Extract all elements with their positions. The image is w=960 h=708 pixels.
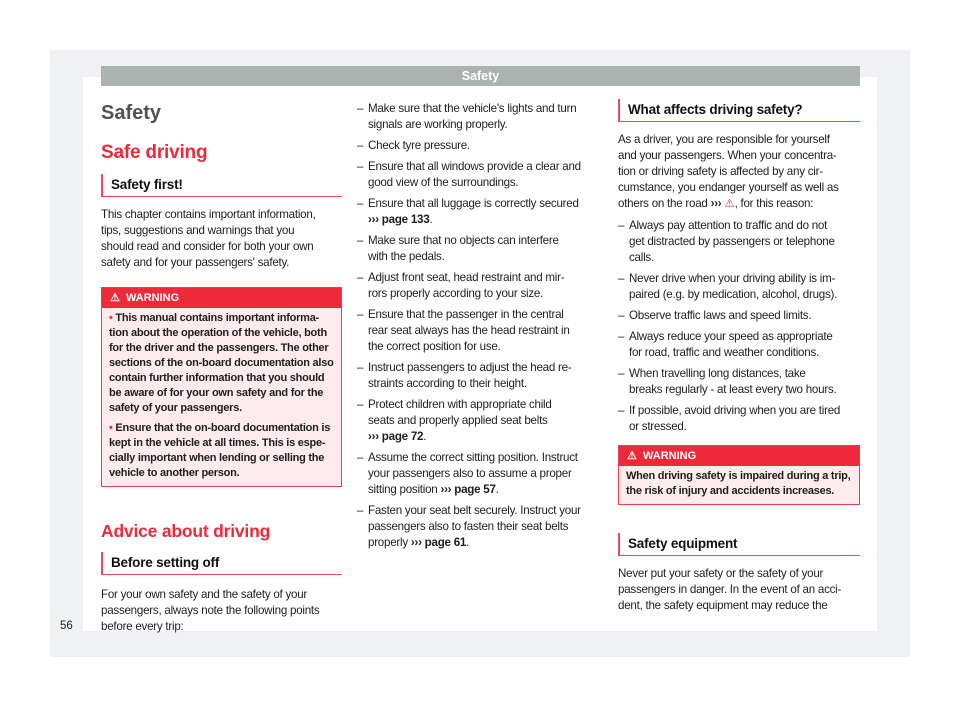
page-reference-link[interactable]: ››› page 72 [368, 430, 424, 443]
paragraph-text: As a driver, you are responsible for yourself and your passengers. When your concentra- tion or driving safety is affected by any cir- cumstance, you endanger yourself as well as others on the road [618, 133, 839, 210]
dash-bullet-icon: – [357, 139, 364, 152]
list-item-text: Make sure that no objects can interfere with the pedals. [368, 234, 559, 263]
list-item-text: Adjust front seat, head restraint and mir- rors properly according to your size. [368, 271, 565, 300]
list-item [618, 403, 860, 435]
warning-triangle-icon: ⚠ [627, 450, 637, 462]
paragraph-text: , for this reason: [734, 197, 814, 210]
list-item-text: . [429, 213, 433, 226]
list-item [357, 138, 599, 154]
warning-text: When driving safety is impaired during a trip, the risk of injury and accidents increases. [626, 470, 851, 497]
intro-paragraph: This chapter contains important information, tips, suggestions and warnings that you should read and consider for both your own safety and for your passengers' safety. [101, 208, 316, 269]
subsection-driving-safety: What affects driving safety? [618, 99, 860, 122]
list-item-text: When travelling long distances, take breaks regularly - at least every two hours. [629, 367, 837, 396]
warning-box [618, 445, 860, 505]
dash-bullet-icon: – [618, 309, 625, 322]
list-item-text: . [423, 430, 427, 443]
page-reference-link[interactable]: ››› page 57 [440, 483, 496, 496]
middle-column [357, 101, 599, 556]
subsection-safety-equipment: Safety equipment [618, 533, 860, 556]
warning-label: WARNING [643, 450, 697, 462]
warning-bullet-text: This manual contains important informa- tion about the operation of the vehicle, both for the driver and the passengers. The other sections of the on-board documentation also contain further information that you should be aware of for your own safety and for the safety of your passengers. [109, 312, 334, 414]
list-item [357, 360, 599, 392]
warning-triangle-icon: ⚠ [110, 292, 120, 304]
dash-bullet-icon: – [618, 404, 625, 417]
list-item-text: Ensure that all luggage is correctly secured [368, 197, 579, 210]
list-item [618, 366, 860, 398]
page-reference-link[interactable]: ››› page 133 [368, 213, 430, 226]
section-title-advice: Advice about driving [101, 521, 271, 541]
page-reference-link[interactable]: ››› page 61 [410, 536, 467, 549]
list-item-text: If possible, avoid driving when you are tired or stressed. [629, 404, 841, 433]
dash-bullet-icon: – [357, 451, 364, 464]
dash-bullet-icon: – [618, 219, 625, 232]
dash-bullet-icon: – [618, 272, 625, 285]
warning-body [102, 308, 341, 486]
running-header: Safety [101, 66, 860, 86]
list-item [357, 159, 599, 191]
list-item-text: Instruct passengers to adjust the head re- straints according to their height. [368, 361, 572, 390]
dash-bullet-icon: – [357, 234, 364, 247]
list-item-text: Ensure that all windows provide a clear and good view of the surroundings. [368, 160, 581, 189]
warning-label: WARNING [126, 292, 180, 304]
warning-bullet-text: Ensure that the on-board documentation is kept in the vehicle at all times. This is espe- cially important when lending or selling the vehicle to another person. [109, 422, 331, 479]
list-item-text: Check tyre pressure. [368, 139, 470, 152]
right-column [618, 99, 860, 614]
list-item [357, 270, 599, 302]
dash-bullet-icon: – [357, 197, 364, 210]
list-item [357, 307, 599, 355]
list-item [618, 271, 860, 303]
list-item [357, 397, 599, 445]
bullet-icon: • [109, 422, 113, 434]
page-number: 56 [60, 620, 73, 632]
list-item-text: Assume the correct sitting position. Instruct your passengers also to assume a proper sitting position [368, 451, 578, 496]
list-item-text: Ensure that the passenger in the central rear seat always has the head restraint in the correct position for use. [368, 308, 570, 353]
warning-bullet [109, 311, 335, 416]
list-item [357, 101, 599, 133]
list-item-text: Never drive when your driving ability is im- paired (e.g. by medication, alcohol, drugs). [629, 272, 838, 301]
warning-header [102, 288, 341, 308]
subsection-before-setting-off: Before setting off [101, 552, 342, 575]
warning-box [101, 287, 342, 487]
list-item-text: Fasten your seat belt securely. Instruct your passengers also to fasten their seat belts properly [368, 504, 581, 549]
subsection-title: Safety first! [101, 174, 342, 197]
dash-bullet-icon: – [357, 361, 364, 374]
dash-bullet-icon: – [357, 160, 364, 173]
dash-bullet-icon: – [357, 308, 364, 321]
list-item [357, 450, 599, 498]
list-item [618, 218, 860, 266]
chapter-title: Safety [101, 102, 162, 124]
list-item-text: Always reduce your speed as appropriate for road, traffic and weather conditions. [629, 330, 833, 359]
list-item-text: . [495, 483, 499, 496]
section-title: Safe driving [101, 142, 208, 163]
warning-header [619, 446, 859, 466]
dash-bullet-icon: – [618, 330, 625, 343]
list-item-text: Make sure that the vehicle's lights and turn signals are working properly. [368, 102, 577, 131]
before-trip-paragraph: For your own safety and the safety of your passengers, always note the following points before every trip: [101, 588, 320, 633]
list-item-text: Always pay attention to traffic and do not get distracted by passengers or telephone calls. [629, 219, 835, 264]
list-item-text: . [466, 536, 470, 549]
dash-bullet-icon: – [357, 102, 364, 115]
warning-bullet [109, 421, 335, 481]
bullet-icon: • [109, 312, 113, 324]
list-item-text: Protect children with appropriate child seats and properly applied seat belts [368, 398, 552, 427]
list-item-text: Observe traffic laws and speed limits. [629, 309, 812, 322]
dash-bullet-icon: – [357, 504, 364, 517]
driving-safety-paragraph [618, 132, 860, 212]
cross-reference-link[interactable]: ››› [710, 197, 722, 210]
list-item [618, 329, 860, 361]
list-item [357, 196, 599, 228]
driving-safety-list [618, 218, 860, 435]
list-item [357, 233, 599, 265]
left-column [101, 101, 342, 635]
dash-bullet-icon: – [357, 271, 364, 284]
dash-bullet-icon: – [357, 398, 364, 411]
warning-triangle-icon[interactable]: ⚠ [724, 197, 735, 210]
safety-equipment-paragraph: Never put your safety or the safety of your passengers in danger. In the event of an acci- dent, the safety equipment may reduce the [618, 567, 842, 612]
list-item [618, 308, 860, 324]
list-item [357, 503, 599, 551]
dash-bullet-icon: – [618, 367, 625, 380]
